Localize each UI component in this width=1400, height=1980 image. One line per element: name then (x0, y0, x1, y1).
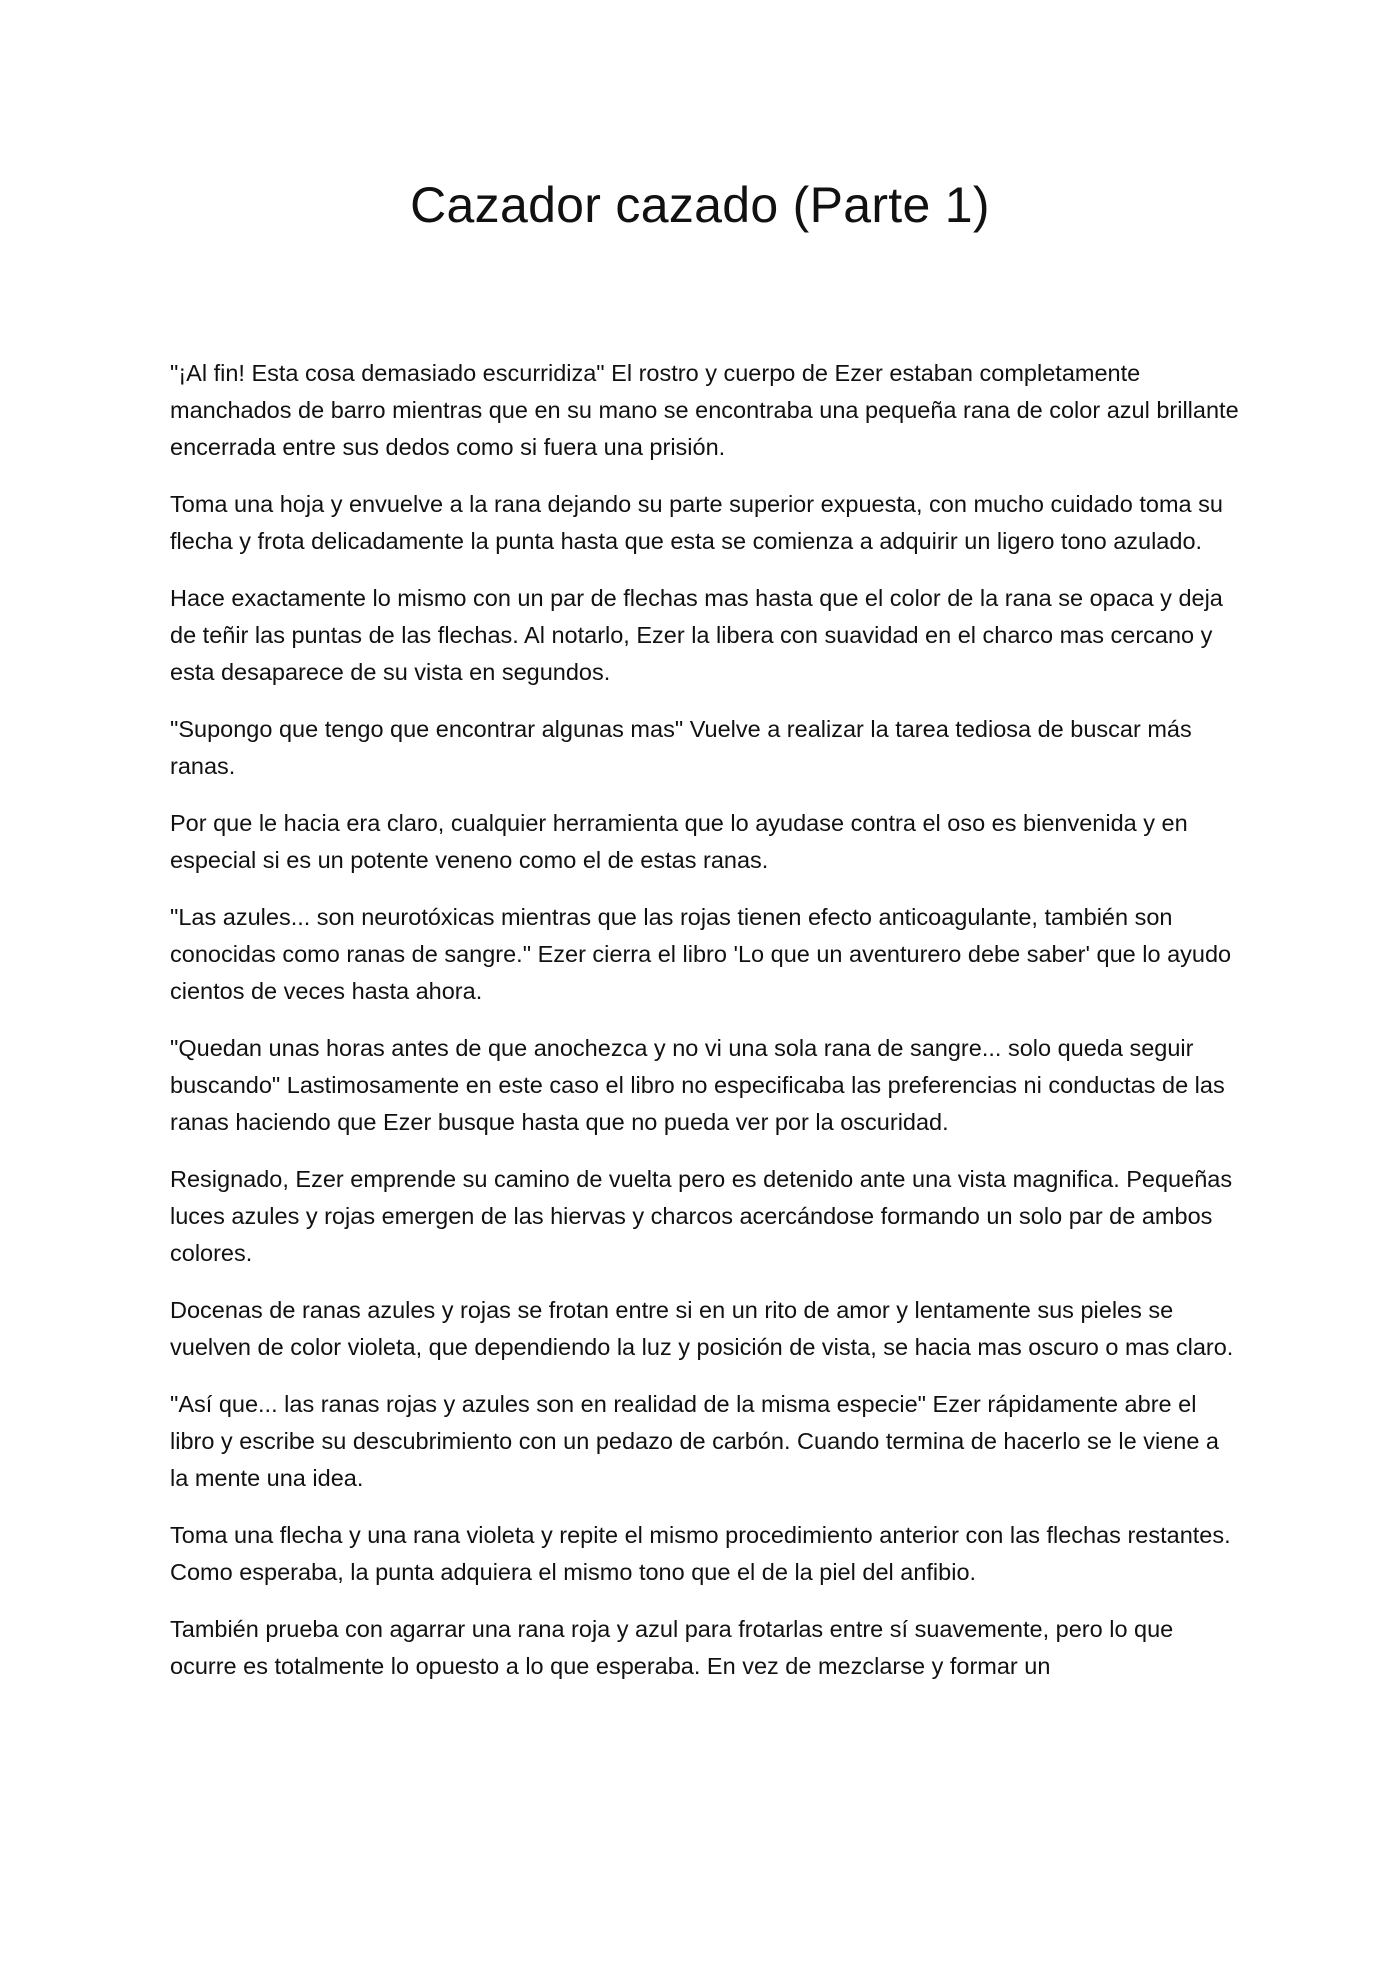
paragraph: También prueba con agarrar una rana roja y azul para frotarlas entre sí suavemente, pero lo que ocurre es totalmente lo opuesto a lo que esperaba. En vez de mezclarse y formar un (170, 1616, 1174, 1679)
paragraph: Por que le hacia era claro, cualquier herramienta que lo ayudase contra el oso es bienvenida y en especial si es un potente veneno como el de estas ranas. (170, 810, 1188, 873)
paragraph: "Supongo que tengo que encontrar algunas mas" Vuelve a realizar la tarea tediosa de buscar más ranas. (170, 716, 1192, 779)
paragraph: "Así que... las ranas rojas y azules son en realidad de la misma especie" Ezer rápidamente abre el libro y escribe su descubrimiento con un pedazo de carbón. Cuando termina de hacerlo se le viene a la mente una idea. (170, 1391, 1219, 1491)
paragraph: Toma una hoja y envuelve a la rana dejando su parte superior expuesta, con mucho cuidado toma su flecha y frota delicadamente la punta hasta que esta se comienza a adquirir un ligero tono azulado. (170, 491, 1223, 554)
paragraph: "¡Al fin! Esta cosa demasiado escurridiza" El rostro y cuerpo de Ezer estaban completamente manchados de barro mientras que en su mano se encontraba una pequeña rana de color azul brillante encerrada entre sus dedos como si fuera una prisión. (170, 360, 1239, 460)
document-body (170, 355, 1240, 1705)
document-title: Cazador cazado (Parte 1) (410, 177, 990, 233)
paragraph: "Las azules... son neurotóxicas mientras que las rojas tienen efecto anticoagulante, también son conocidas como ranas de sangre." Ezer cierra el libro 'Lo que un aventurero debe saber' que lo ayudo cientos de veces hasta ahora. (170, 904, 1232, 1004)
paragraph: "Quedan unas horas antes de que anochezca y no vi una sola rana de sangre... solo queda seguir buscando" Lastimosamente en este caso el libro no especificaba las preferencias ni conductas de las ranas haciendo que Ezer busque hasta que no pueda ver por la oscuridad. (170, 1035, 1225, 1135)
paragraph: Hace exactamente lo mismo con un par de flechas mas hasta que el color de la rana se opaca y deja de teñir las puntas de las flechas. Al notarlo, Ezer la libera con suavidad en el charco mas cercano y esta desaparece de su vista en segundos. (170, 585, 1223, 685)
paragraph: Toma una flecha y una rana violeta y repite el mismo procedimiento anterior con las flechas restantes. Como esperaba, la punta adquiera el mismo tono que el de la piel del anfibio. (170, 1522, 1231, 1585)
paragraph: Docenas de ranas azules y rojas se frotan entre si en un rito de amor y lentamente sus pieles se vuelven de color violeta, que dependiendo la luz y posición de vista, se hacia mas oscuro o mas claro. (170, 1297, 1234, 1360)
paragraph: Resignado, Ezer emprende su camino de vuelta pero es detenido ante una vista magnifica. Pequeñas luces azules y rojas emergen de las hiervas y charcos acercándose formando un solo par de ambos colores. (170, 1166, 1233, 1266)
